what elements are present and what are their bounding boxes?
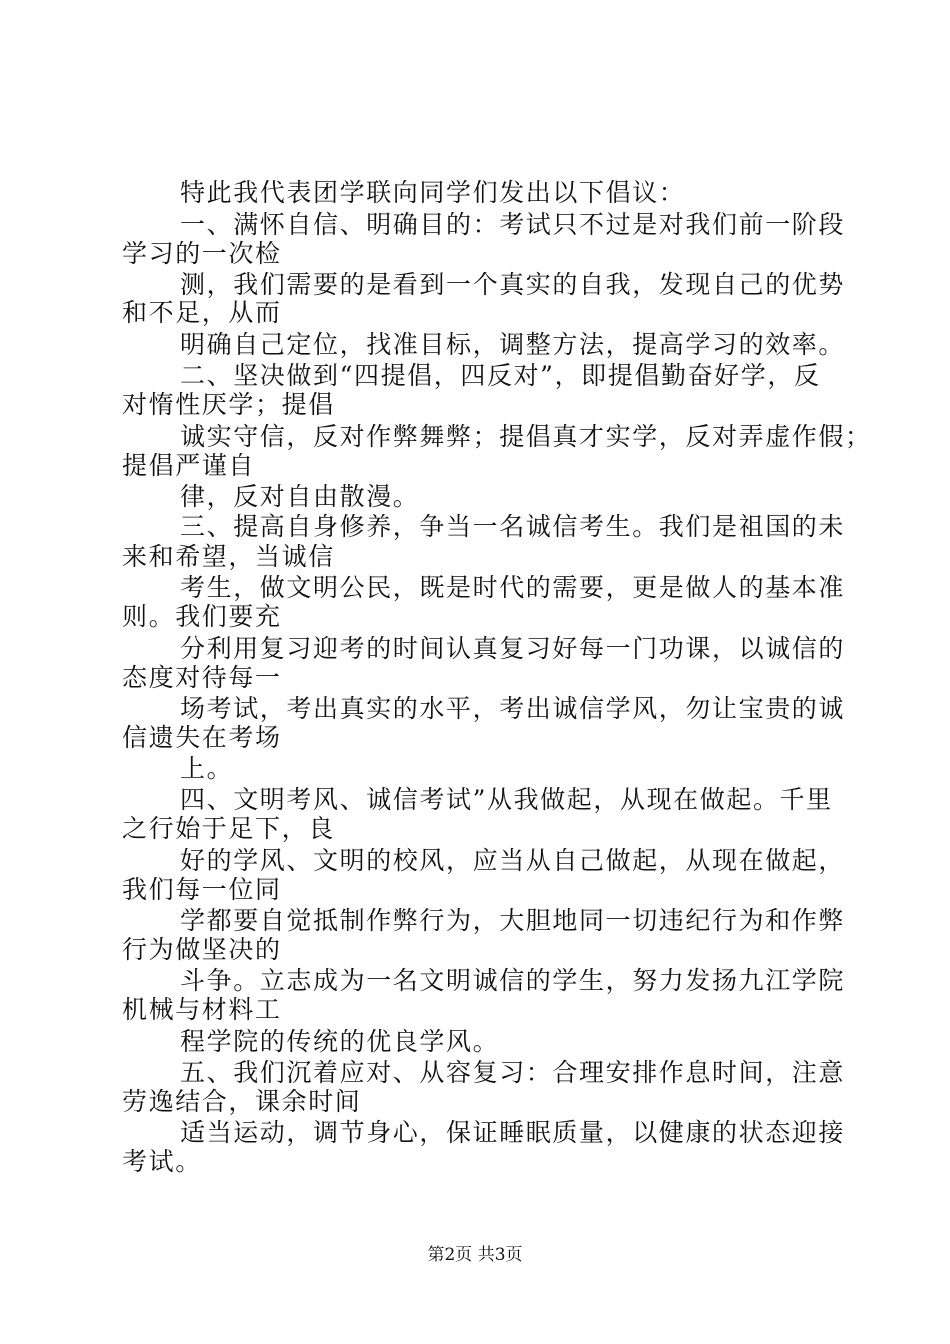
text-line: 提倡严谨自 [122, 451, 256, 480]
page-number: 第2页 共3页 [427, 1245, 523, 1265]
text-line: 律，反对自由散漫。 [180, 482, 420, 511]
text-line: 四、文明考风、诚信考试”从我做起，从现在做起。千里 [180, 785, 833, 814]
text-line: 对惰性厌学；提倡 [122, 390, 335, 419]
text-line: 二、坚决做到“四提倡，四反对”，即提倡勤奋好学，反 [180, 361, 821, 390]
text-line: 测，我们需要的是看到一个真实的自我，发现自己的优势 [180, 270, 846, 299]
text-line: 场考试，考出真实的水平，考出诚信学风，勿让宝贵的诚 [180, 694, 846, 723]
text-line: 态度对待每一 [122, 663, 282, 692]
text-line: 机械与材料工 [122, 995, 282, 1024]
text-line: 三、提高自身修养，争当一名诚信考生。我们是祖国的未 [180, 512, 846, 541]
text-line: 行为做坚决的 [122, 935, 282, 964]
text-line: 之行始于足下，良 [122, 814, 335, 843]
text-line: 好的学风、文明的校风，应当从自己做起，从现在做起， [180, 846, 846, 875]
text-line: 我们每一位同 [122, 875, 282, 904]
text-line: 则。我们要充 [122, 602, 282, 631]
text-line: 考试。 [122, 1147, 202, 1176]
text-line: 来和希望，当诚信 [122, 542, 335, 571]
text-line: 适当运动，调节身心，保证睡眠质量，以健康的状态迎接 [180, 1118, 846, 1147]
text-line: 考生，做文明公民，既是时代的需要，更是做人的基本准 [180, 573, 846, 602]
text-line: 和不足，从而 [122, 298, 282, 327]
text-line: 五、我们沉着应对、从容复习：合理安排作息时间，注意 [180, 1058, 846, 1087]
text-line: 上。 [180, 754, 234, 783]
text-line: 劳逸结合，课余时间 [122, 1087, 362, 1116]
text-line: 一、满怀自信、明确目的：考试只不过是对我们前一阶段 [180, 210, 846, 239]
text-line: 特此我代表团学联向同学们发出以下倡议： [180, 178, 686, 207]
text-line: 分利用复习迎考的时间认真复习好每一门功课，以诚信的 [180, 634, 846, 663]
text-line: 明确自己定位，找准目标，调整方法，提高学习的效率。 [180, 330, 846, 359]
text-line: 信遗失在考场 [122, 723, 282, 752]
text-line: 斗争。立志成为一名文明诚信的学生，努力发扬九江学院 [180, 966, 846, 995]
text-line: 学习的一次检 [122, 239, 282, 268]
text-line: 诚实守信，反对作弊舞弊；提倡真才实学，反对弄虚作假； [180, 422, 872, 451]
text-line: 程学院的传统的优良学风。 [180, 1027, 500, 1056]
text-line: 学都要自觉抵制作弊行为，大胆地同一切违纪行为和作弊 [180, 906, 846, 935]
